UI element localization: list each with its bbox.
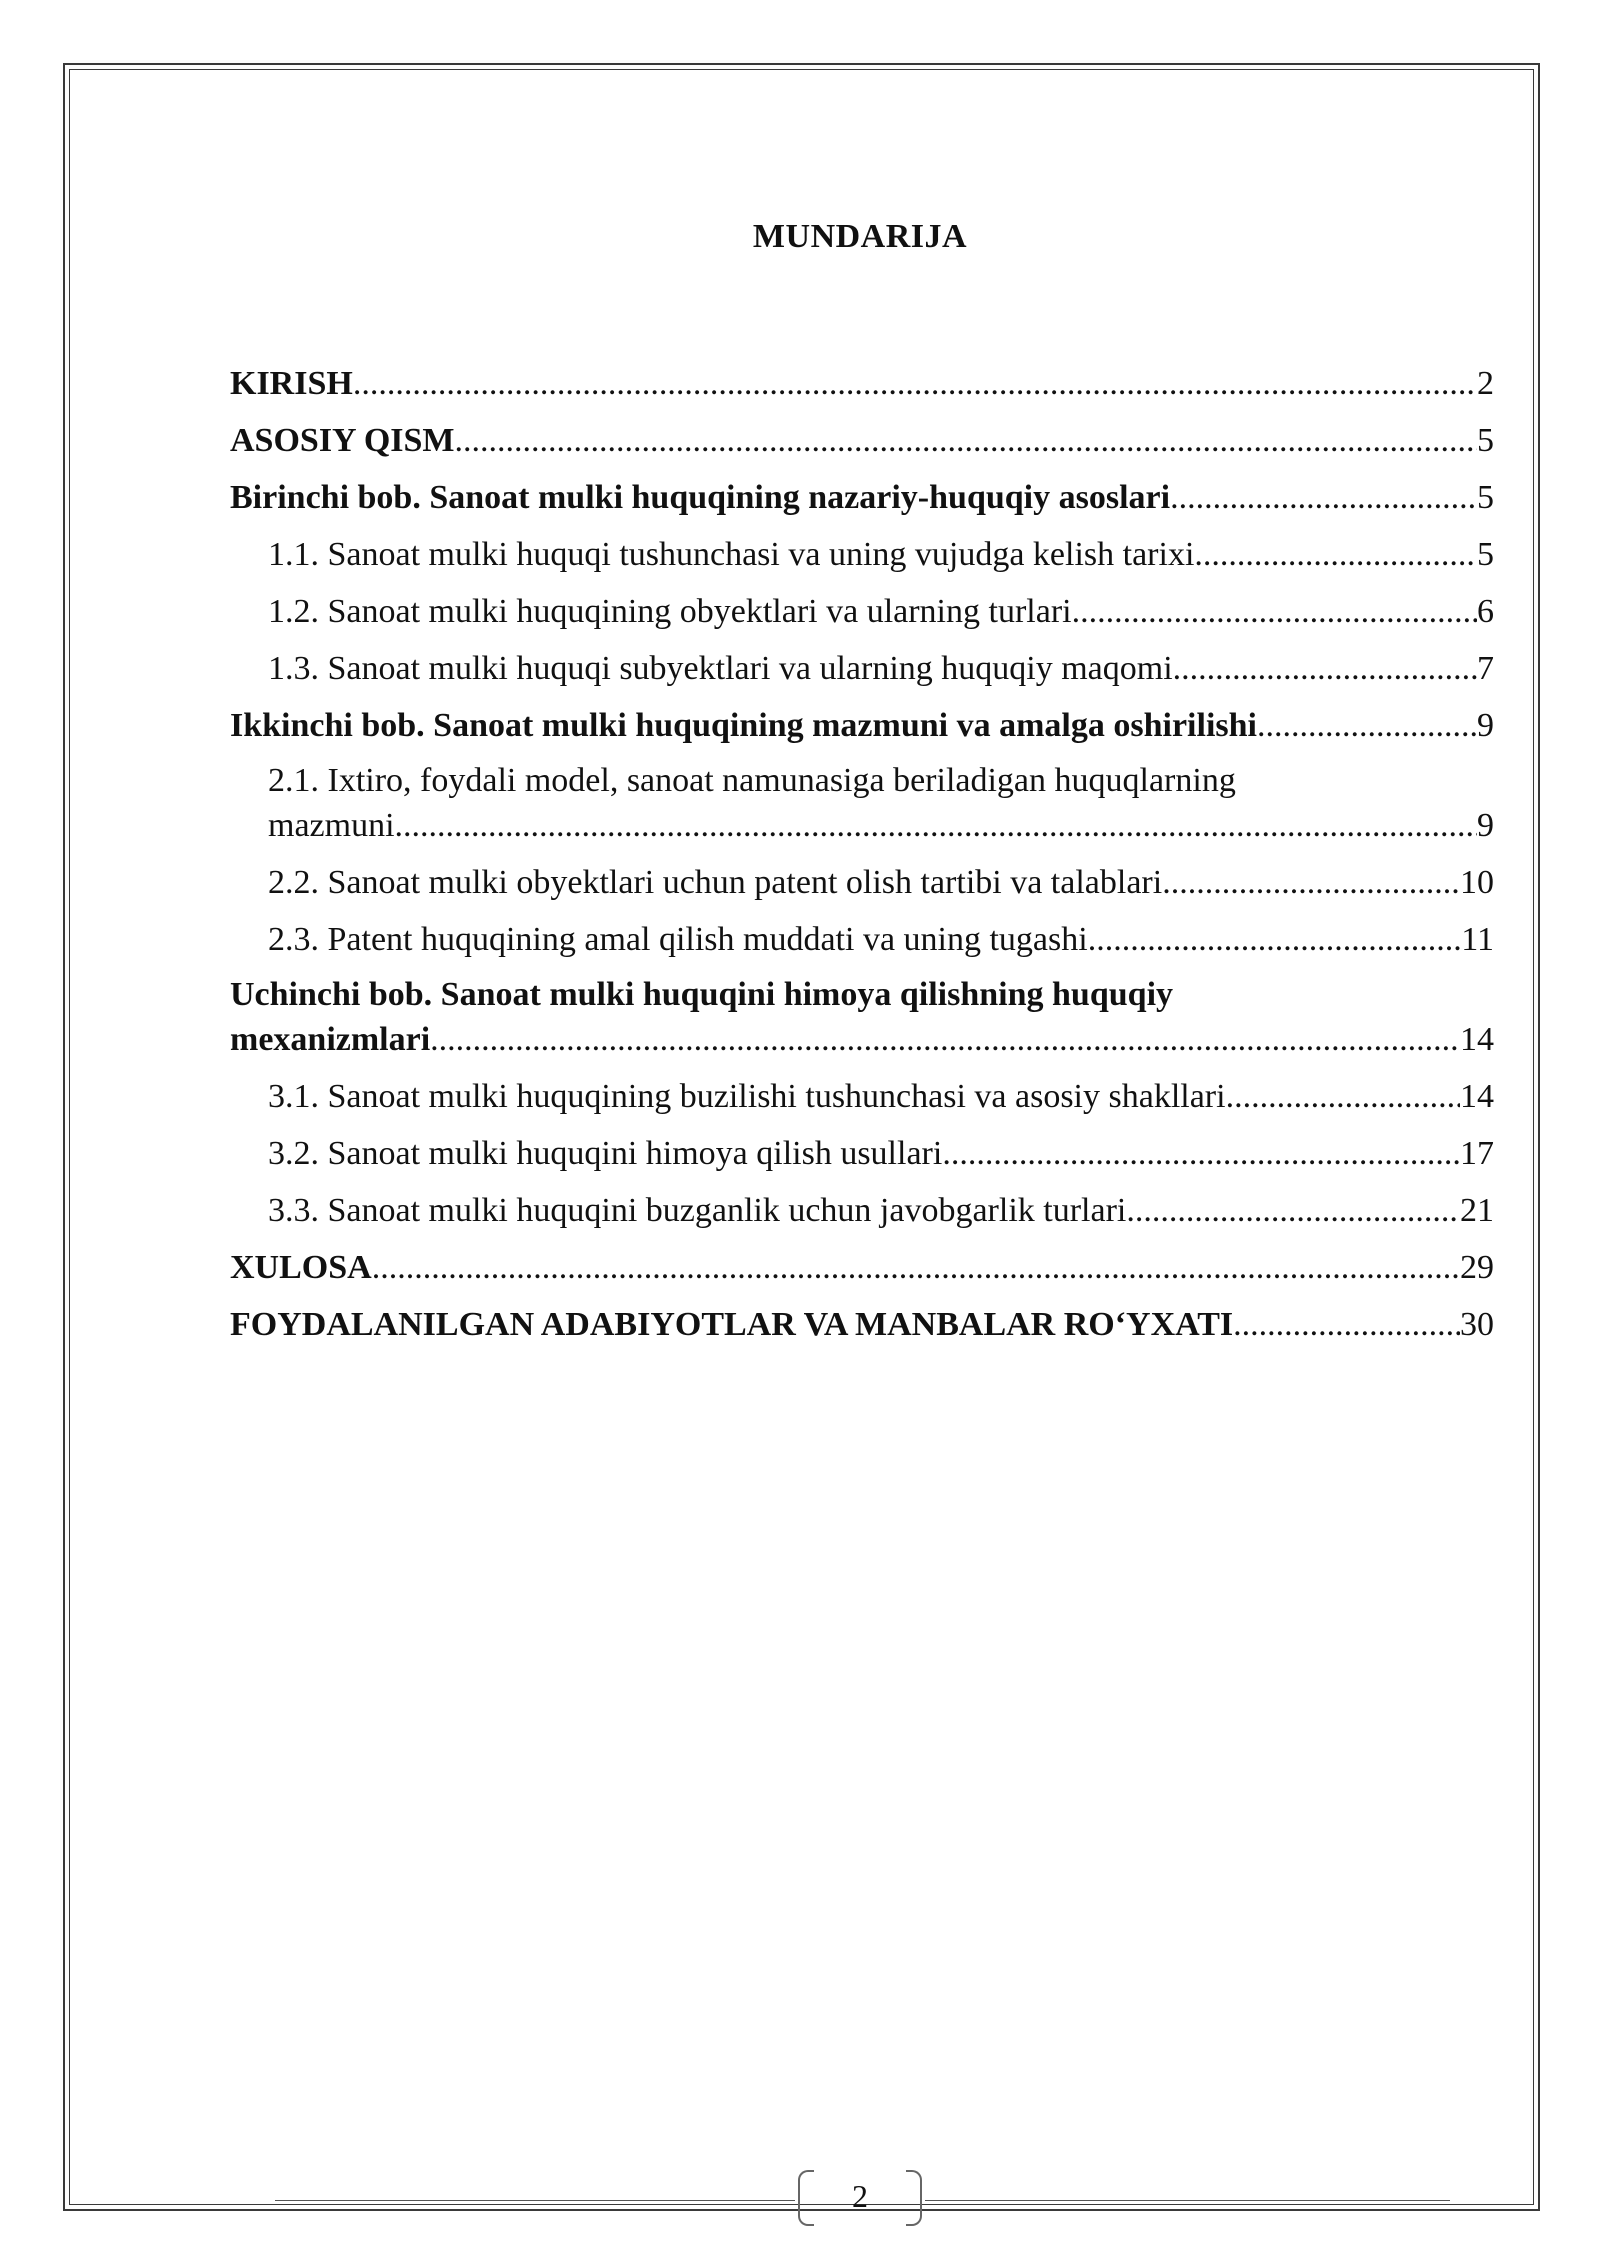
left-bracket-icon bbox=[798, 2170, 814, 2226]
toc-leader-dots bbox=[1088, 921, 1462, 959]
toc-entry-page: 29 bbox=[1460, 1249, 1494, 1286]
toc-entry-page: 14 bbox=[1460, 1078, 1494, 1115]
toc-entry-chapter-3[interactable] bbox=[230, 959, 1494, 1059]
toc-entry-label: KIRISH bbox=[230, 365, 353, 402]
toc-entry-page: 9 bbox=[1477, 807, 1494, 844]
toc-entry-page: 14 bbox=[1460, 1021, 1494, 1058]
toc-entry-asosiy-qism[interactable] bbox=[230, 403, 1494, 460]
toc-leader-dots bbox=[1072, 593, 1477, 631]
right-bracket-icon bbox=[906, 2170, 922, 2226]
toc-entry-section-1-1[interactable] bbox=[230, 517, 1494, 574]
toc-entry-section-3-3[interactable] bbox=[230, 1173, 1494, 1230]
toc-entry-xulosa[interactable] bbox=[230, 1230, 1494, 1287]
toc-entry-page: 17 bbox=[1460, 1135, 1494, 1172]
toc-entry-page: 11 bbox=[1461, 921, 1494, 958]
toc-entry-page: 9 bbox=[1477, 707, 1494, 744]
toc-leader-dots bbox=[1170, 479, 1477, 517]
toc-entry-label: FOYDALANILGAN ADABIYOTLAR VA MANBALAR RO‘YXATI bbox=[230, 1306, 1234, 1343]
toc-leader-dots bbox=[1226, 1078, 1460, 1116]
toc-entry-section-3-2[interactable] bbox=[230, 1116, 1494, 1173]
toc-entry-label: 2.3. Patent huquqining amal qilish muddati va uning tugashi bbox=[268, 921, 1088, 958]
footer-rule-left bbox=[275, 2200, 795, 2201]
toc-leader-dots bbox=[1173, 650, 1477, 688]
toc-leader-dots bbox=[1233, 1306, 1460, 1344]
toc-leader-dots bbox=[372, 1249, 1460, 1287]
toc-entry-label: 1.2. Sanoat mulki huquqining obyektlari va ularning turlari bbox=[268, 593, 1072, 630]
toc-leader-dots bbox=[353, 365, 1477, 403]
toc-entry-page: 5 bbox=[1477, 479, 1494, 516]
table-of-contents bbox=[230, 346, 1494, 1344]
toc-entry-bibliography[interactable] bbox=[230, 1287, 1494, 1344]
toc-entry-section-3-1[interactable] bbox=[230, 1059, 1494, 1116]
toc-entry-label: XULOSA bbox=[230, 1249, 372, 1286]
toc-entry-label: Birinchi bob. Sanoat mulki huquqining nazariy-huquqiy asoslari bbox=[230, 479, 1171, 516]
toc-entry-section-1-2[interactable] bbox=[230, 574, 1494, 631]
toc-entry-chapter-2[interactable] bbox=[230, 688, 1494, 745]
toc-entry-section-2-2[interactable] bbox=[230, 845, 1494, 902]
toc-entry-label: 2.2. Sanoat mulki obyektlari uchun patent olish tartibi va talablari bbox=[268, 864, 1163, 901]
toc-entry-page: 6 bbox=[1477, 593, 1494, 630]
toc-entry-label-line1: 2.1. Ixtiro, foydali model, sanoat namunasiga beriladigan huquqlarning bbox=[268, 762, 1236, 799]
toc-leader-dots bbox=[1194, 536, 1477, 574]
toc-entry-label: 3.1. Sanoat mulki huquqining buzilishi tushunchasi va asosiy shakllari bbox=[268, 1078, 1226, 1115]
toc-leader-dots bbox=[942, 1135, 1460, 1173]
toc-entry-kirish[interactable] bbox=[230, 346, 1494, 403]
toc-leader-dots bbox=[1257, 707, 1477, 745]
footer-rule-right bbox=[925, 2200, 1450, 2201]
toc-leader-dots bbox=[430, 1021, 1460, 1059]
page-title: MUNDARIJA bbox=[752, 218, 968, 255]
toc-entry-label: Ikkinchi bob. Sanoat mulki huquqining mazmuni va amalga oshirilishi bbox=[230, 707, 1257, 744]
toc-entry-page: 21 bbox=[1460, 1192, 1494, 1229]
toc-leader-dots bbox=[455, 422, 1477, 460]
toc-entry-page: 7 bbox=[1477, 650, 1494, 687]
toc-entry-section-1-3[interactable] bbox=[230, 631, 1494, 688]
toc-entry-label: 3.3. Sanoat mulki huquqini buzganlik uchun javobgarlik turlari bbox=[268, 1192, 1127, 1229]
toc-entry-page: 5 bbox=[1477, 536, 1494, 573]
toc-entry-label: 3.2. Sanoat mulki huquqini himoya qilish usullari bbox=[268, 1135, 943, 1172]
toc-entry-section-2-1[interactable] bbox=[230, 745, 1494, 845]
toc-entry-section-2-3[interactable] bbox=[230, 902, 1494, 959]
toc-leader-dots bbox=[395, 807, 1477, 845]
toc-entry-label-line1: Uchinchi bob. Sanoat mulki huquqini himoya qilishning huquqiy bbox=[230, 976, 1174, 1013]
toc-entry-page: 5 bbox=[1477, 422, 1494, 459]
toc-entry-page: 2 bbox=[1477, 365, 1494, 402]
toc-leader-dots bbox=[1162, 864, 1460, 902]
toc-entry-chapter-1[interactable] bbox=[230, 460, 1494, 517]
footer-page-number: 2 bbox=[852, 2178, 868, 2214]
toc-entry-label-line2: mexanizmlari bbox=[230, 1021, 431, 1058]
toc-entry-label: ASOSIY QISM bbox=[230, 422, 455, 459]
toc-entry-label: 1.3. Sanoat mulki huquqi subyektlari va ularning huquqiy maqomi bbox=[268, 650, 1173, 687]
toc-entry-label-line2: mazmuni bbox=[268, 807, 395, 844]
toc-leader-dots bbox=[1126, 1192, 1460, 1230]
toc-entry-label: 1.1. Sanoat mulki huquqi tushunchasi va uning vujudga kelish tarixi bbox=[268, 536, 1195, 573]
toc-entry-page: 30 bbox=[1460, 1306, 1494, 1343]
toc-entry-page: 10 bbox=[1460, 864, 1494, 901]
